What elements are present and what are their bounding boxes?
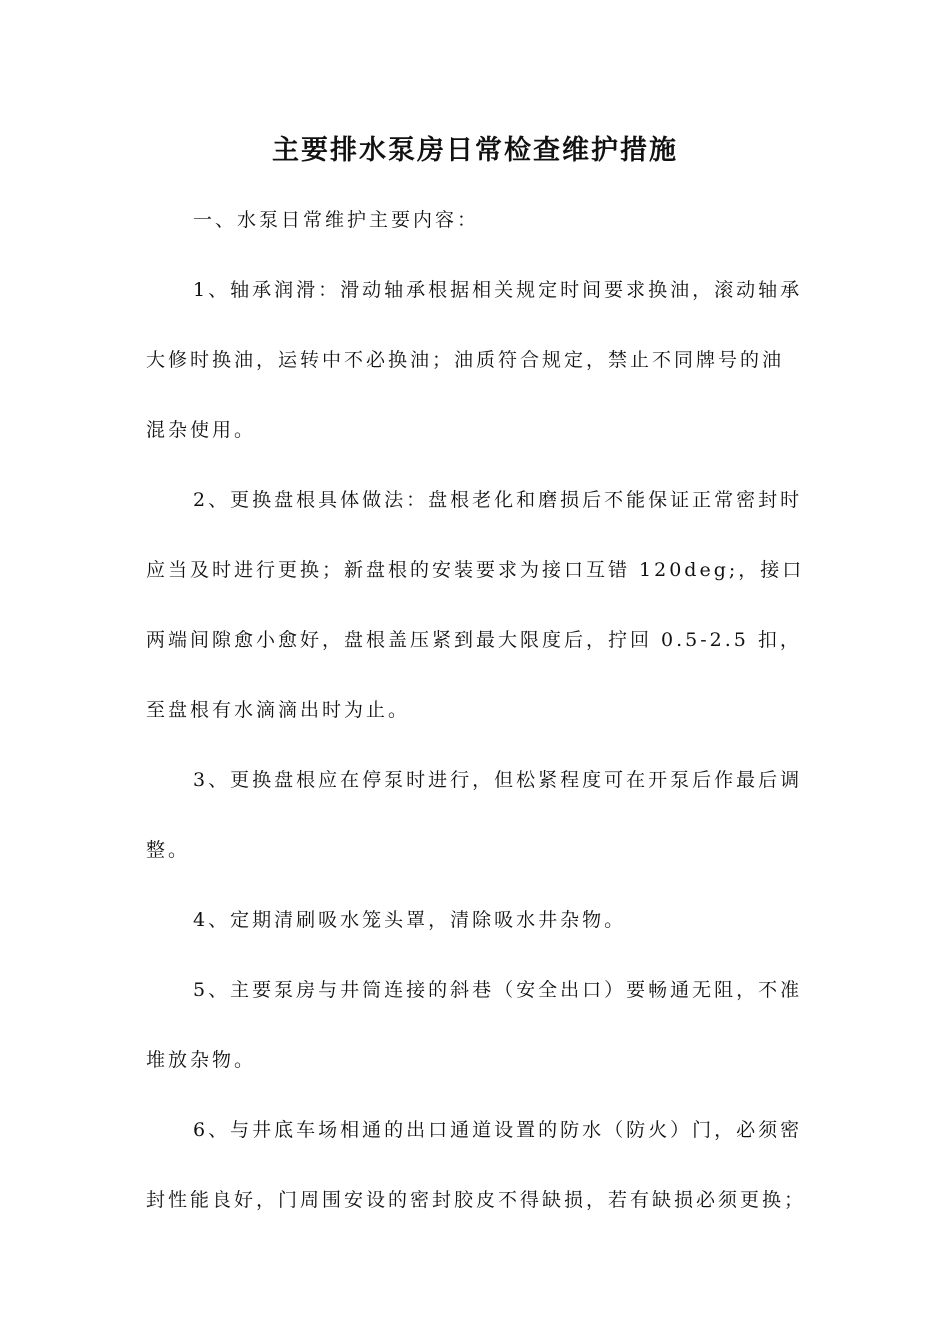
item-1-line-1: 1、轴承润滑：滑动轴承根据相关规定时间要求换油，滚动轴承	[193, 279, 803, 301]
section-heading-daily-maintenance: 一、水泵日常维护主要内容：	[193, 209, 480, 231]
item-2-line-3: 两端间隙愈小愈好，盘根盖压紧到最大限度后，拧回 0.5-2.5 扣，	[146, 629, 802, 651]
item-5-line-2: 堆放杂物。	[146, 1049, 257, 1071]
document-body	[146, 198, 826, 1248]
item-3-line-2: 整。	[146, 839, 191, 861]
item-2-line-2: 应当及时进行更换；新盘根的安装要求为接口互错 120deg;，接口	[146, 559, 805, 581]
item-6-line-1: 6、与井底车场相通的出口通道设置的防水（防火）门，必须密	[193, 1119, 803, 1141]
item-3-line-1: 3、更换盘根应在停泵时进行，但松紧程度可在开泵后作最后调	[193, 769, 803, 791]
document-title: 主要排水泵房日常检查维护措施	[272, 135, 678, 166]
item-2-line-1: 2、更换盘根具体做法：盘根老化和磨损后不能保证正常密封时	[193, 489, 803, 511]
item-1-line-2: 大修时换油，运转中不必换油；油质符合规定，禁止不同牌号的油	[146, 349, 785, 371]
item-1-line-3: 混杂使用。	[146, 419, 257, 441]
item-4-line-1: 4、定期清刷吸水笼头罩，清除吸水井杂物。	[193, 909, 627, 931]
item-2-line-4: 至盘根有水滴滴出时为止。	[146, 699, 411, 721]
item-5-line-1: 5、主要泵房与井筒连接的斜巷（安全出口）要畅通无阻，不准	[193, 979, 803, 1001]
item-6-line-2: 封性能良好，门周围安设的密封胶皮不得缺损，若有缺损必须更换；	[146, 1189, 807, 1211]
